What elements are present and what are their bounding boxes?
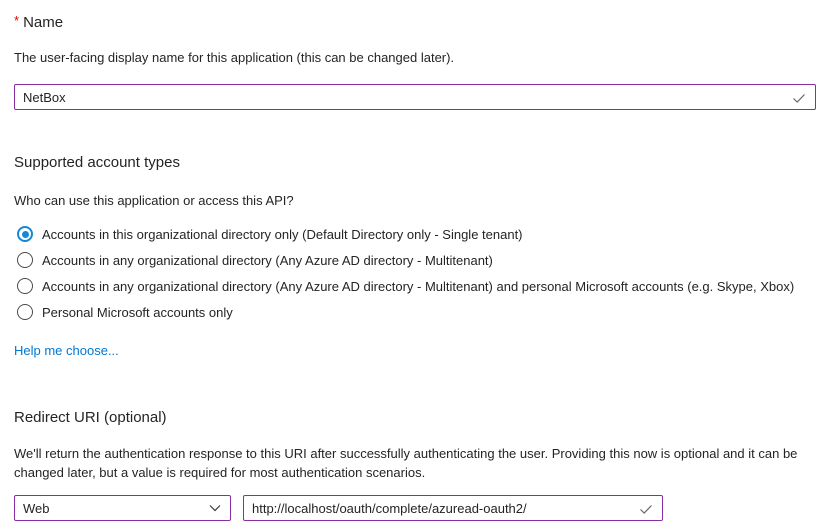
account-type-option-personal-only[interactable] [14,299,816,325]
required-asterisk: * [14,13,20,28]
name-section [14,0,816,110]
account-type-radio-group [14,221,816,325]
redirect-uri-title: Redirect URI (optional) [14,409,167,426]
chevron-down-icon [208,501,222,515]
radio-selected-icon[interactable] [17,226,33,242]
account-type-option-multitenant[interactable] [14,247,816,273]
account-type-option-multitenant-personal[interactable] [14,273,816,299]
account-type-option-single-tenant[interactable] [14,221,816,247]
name-description: The user-facing display name for this application (this can be changed later). [14,50,455,65]
radio-unselected-icon[interactable] [17,252,33,268]
redirect-uri-input-wrapper [243,495,663,521]
radio-unselected-icon[interactable] [17,278,33,294]
name-title-text: Name [23,14,64,31]
name-section-title [14,11,816,33]
radio-label: Accounts in this organizational directory only (Default Directory only - Single tenant) [42,226,523,242]
radio-label: Personal Microsoft accounts only [42,304,233,320]
help-me-choose-link[interactable]: Help me choose... [14,343,119,358]
redirect-uri-section [14,408,816,521]
redirect-uri-row [14,495,816,521]
radio-label: Accounts in any organizational directory (Any Azure AD directory - Multitenant) and personal Microsoft accounts (e.g. Skype, Xbox) [42,278,795,294]
supported-account-types-section [14,153,816,360]
redirect-uri-input[interactable] [244,496,662,520]
platform-select-value: Web [23,500,50,516]
platform-select[interactable] [14,495,231,521]
account-types-title: Supported account types [14,154,180,171]
radio-unselected-icon[interactable] [17,304,33,320]
redirect-uri-description: We'll return the authentication response to this URI after successfully authenticating the user. Providing this now is optional and it can be changed later, but a value is required for most authentication scenarios. [14,446,798,480]
radio-label: Accounts in any organizational directory (Any Azure AD directory - Multitenant) [42,252,493,268]
name-input[interactable] [15,85,815,109]
account-types-question: Who can use this application or access this API? [14,193,294,208]
name-input-wrapper [14,84,816,110]
